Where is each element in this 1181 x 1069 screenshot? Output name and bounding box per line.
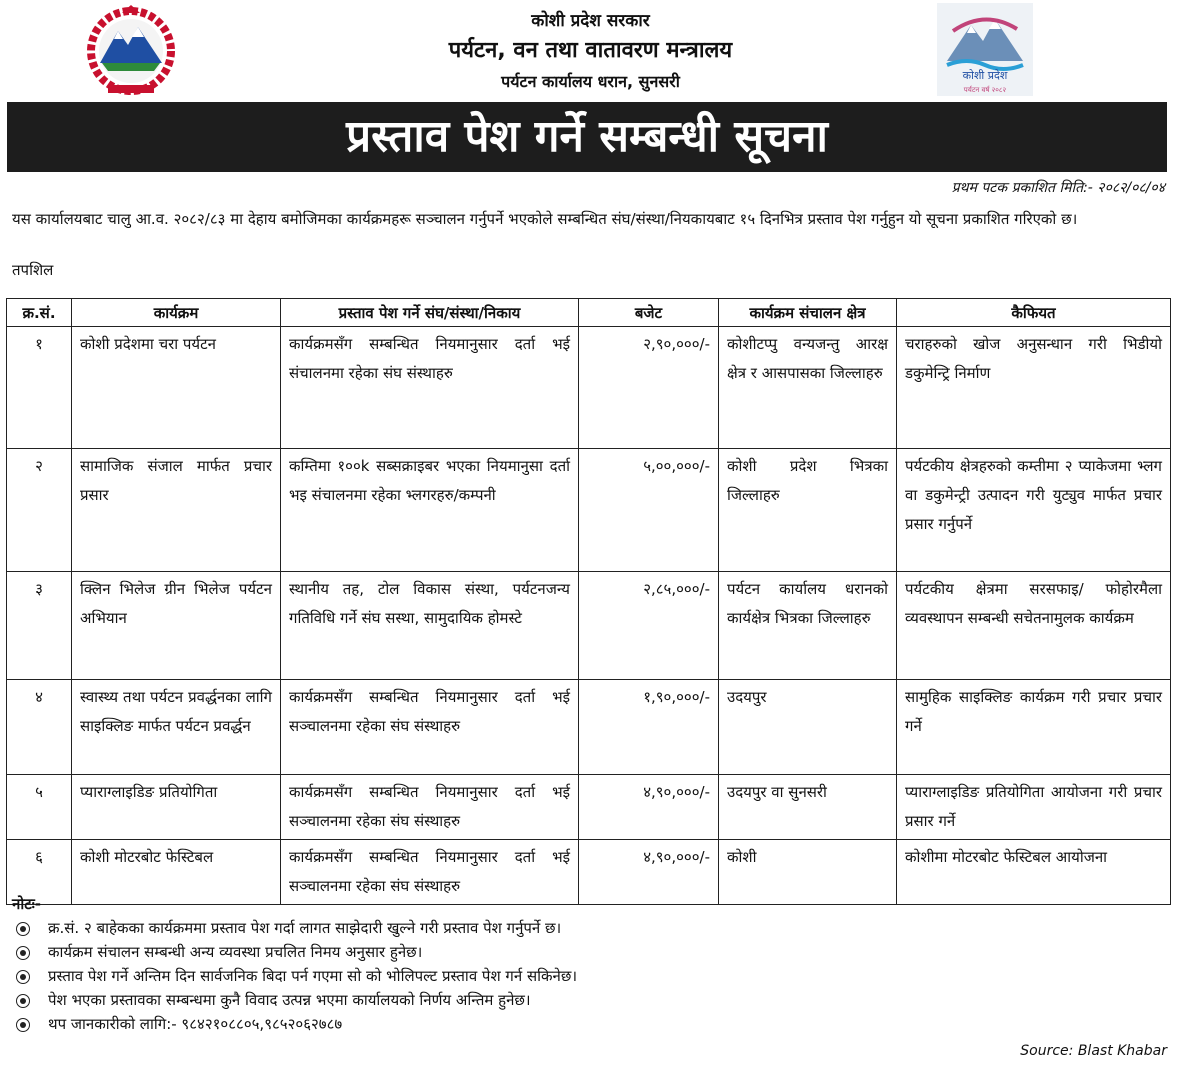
program-table [6, 298, 1171, 905]
cell-area: उदयपुर [719, 680, 897, 775]
table-row [7, 775, 1171, 840]
cell-budget: २,९०,०००/- [579, 327, 719, 449]
cell-proposer: कार्यक्रमसँग सम्बन्धित नियमानुसार दर्ता भई संचालनमा रहेका संघ संस्थाहरु [281, 327, 579, 449]
cell-program: प्याराग्लाइडिङ प्रतियोगिता [72, 775, 281, 840]
note-text: थप जानकारीको लागि:- ९८४२१०८८०५,९८५२०६२७८७ [48, 1015, 343, 1033]
cell-program: स्वास्थ्य तथा पर्यटन प्रवर्द्धनका लागि साइक्लिङ मार्फत पर्यटन प्रवर्द्धन [72, 680, 281, 775]
cell-area: पर्यटन कार्यालय धरानको कार्यक्षेत्र भित्रका जिल्लाहरु [719, 572, 897, 680]
government-name: कोशी प्रदेश सरकार [531, 11, 650, 31]
note-item [12, 964, 577, 988]
col-header-serial: क्र.सं. [7, 299, 72, 327]
cell-program: कोशी प्रदेशमा चरा पर्यटन [72, 327, 281, 449]
published-date: प्रथम पटक प्रकाशित मिति:- २०८२/०८/०४ [951, 180, 1165, 196]
source-credit: Source: Blast Khabar [1020, 1043, 1167, 1059]
table-row [7, 572, 1171, 680]
notes-title: नोटः- [12, 895, 42, 913]
table-row [7, 680, 1171, 775]
cell-area: कोशी [719, 840, 897, 905]
cell-remarks: सामुहिक साइक्लिङ कार्यक्रम गरी प्रचार प्रचार गर्ने [897, 680, 1171, 775]
bullet-icon [16, 946, 30, 960]
cell-remarks: पर्यटकीय क्षेत्रहरुको कम्तीमा २ प्याकेजमा भ्लग वा डकुमेन्ट्री उत्पादन गरी युट्युव मार्फत प्रचार प्रसार गर्नुपर्ने [897, 449, 1171, 572]
cell-serial: २ [7, 449, 72, 572]
cell-proposer: कम्तिमा १००k सब्सक्राइबर भएका नियमानुसा दर्ता भइ संचालनमा रहेका भ्लगरहरु/कम्पनी [281, 449, 579, 572]
intro-paragraph: यस कार्यालयबाट चालु आ.व. २०८२/८३ मा देहाय बमोजिमका कार्यक्रमहरू सञ्चालन गर्नुपर्ने भएकोले सम्बन्धित संघ/संस्था/नियकायबाट १५ दिनभित्र प्रस्ताव पेश गर्नुहुन यो सूचना प्रकाशित गरिएको छ। [12, 210, 1078, 228]
cell-remarks: प्याराग्लाइडिङ प्रतियोगिता आयोजना गरी प्रचार प्रसार गर्ने [897, 775, 1171, 840]
cell-budget: ४,९०,०००/- [579, 775, 719, 840]
cell-budget: ४,९०,०००/- [579, 840, 719, 905]
logo-title: कोशी प्रदेश [962, 69, 1008, 82]
table-row [7, 327, 1171, 449]
notice-title-banner: प्रस्ताव पेश गर्ने सम्बन्धी सूचना [7, 102, 1167, 172]
cell-proposer: कार्यक्रमसँग सम्बन्धित नियमानुसार दर्ता भई सञ्चालनमा रहेका संघ संस्थाहरु [281, 775, 579, 840]
details-label: तपशिल [12, 261, 54, 279]
note-item [12, 988, 577, 1012]
cell-program: सामाजिक संजाल मार्फत प्रचार प्रसार [72, 449, 281, 572]
cell-remarks: चराहरुको खोज अनुसन्धान गरी भिडीयो डकुमेन्ट्रि निर्माण [897, 327, 1171, 449]
note-item [12, 916, 577, 940]
cell-program: कोशी मोटरबोट फेस्टिबल [72, 840, 281, 905]
bullet-icon [16, 922, 30, 936]
bullet-icon [16, 970, 30, 984]
note-text: पेश भएका प्रस्तावका सम्बन्धमा कुनै विवाद उत्पन्न भएमा कार्यालयको निर्णय अन्तिम हुनेछ। [48, 991, 531, 1009]
cell-proposer: स्थानीय तह, टोल विकास संस्था, पर्यटनजन्य गतिविधि गर्ने संघ सस्था, सामुदायिक होमस्टे [281, 572, 579, 680]
table-row [7, 840, 1171, 905]
cell-remarks: पर्यटकीय क्षेत्रमा सरसफाइ/ फोहोरमैला व्यवस्थापन सम्बन्धी सचेतनामुलक कार्यक्रम [897, 572, 1171, 680]
table-header-row [7, 299, 1171, 327]
cell-serial: ३ [7, 572, 72, 680]
bullet-icon [16, 1018, 30, 1032]
note-item [12, 1012, 577, 1036]
cell-serial: ४ [7, 680, 72, 775]
bullet-icon [16, 994, 30, 1008]
cell-remarks: कोशीमा मोटरबोट फेस्टिबल आयोजना [897, 840, 1171, 905]
notes-list [12, 916, 577, 1036]
note-item [12, 940, 577, 964]
cell-area: उदयपुर वा सुनसरी [719, 775, 897, 840]
table-row [7, 449, 1171, 572]
cell-budget: २,८५,०००/- [579, 572, 719, 680]
col-header-remarks: कैफियत [897, 299, 1171, 327]
cell-budget: १,९०,०००/- [579, 680, 719, 775]
col-header-budget: बजेट [579, 299, 719, 327]
cell-proposer: कार्यक्रमसँग सम्बन्धित नियमानुसार दर्ता भई सञ्चालनमा रहेका संघ संस्थाहरु [281, 840, 579, 905]
col-header-proposer: प्रस्ताव पेश गर्ने संघ/संस्था/निकाय [281, 299, 579, 327]
cell-serial: १ [7, 327, 72, 449]
cell-budget: ५,००,०००/- [579, 449, 719, 572]
cell-program: क्लिन भिलेज ग्रीन भिलेज पर्यटन अभियान [72, 572, 281, 680]
note-text: प्रस्ताव पेश गर्ने अन्तिम दिन सार्वजनिक बिदा पर्न गएमा सो को भोलिपल्ट प्रस्ताव पेश गर्न सकिनेछ। [48, 967, 578, 985]
cell-area: कोशी प्रदेश भित्रका जिल्लाहरु [719, 449, 897, 572]
col-header-program: कार्यक्रम [72, 299, 281, 327]
col-header-area: कार्यक्रम संचालन क्षेत्र [719, 299, 897, 327]
note-text: कार्यक्रम संचालन सम्बन्धी अन्य व्यवस्था प्रचलित निमय अनुसार हुनेछ। [48, 943, 423, 961]
note-text: क्र.सं. २ बाहेकका कार्यक्रममा प्रस्ताव पेश गर्दा लागत साझेदारी खुल्ने गरी प्रस्ताव पेश गर्नुपर्ने छ। [48, 919, 562, 937]
cell-serial: ५ [7, 775, 72, 840]
cell-area: कोशीटप्पु वन्यजन्तु आरक्ष क्षेत्र र आसपासका जिल्लाहरु [719, 327, 897, 449]
koshi-tourism-logo-icon [937, 3, 1033, 96]
logo-subtitle: पर्यटन वर्ष २०८२ [963, 86, 1007, 94]
office-name: पर्यटन कार्यालय धरान, सुनसरी [501, 72, 680, 91]
cell-proposer: कार्यक्रमसँग सम्बन्धित नियमानुसार दर्ता भई सञ्चालनमा रहेका संघ संस्थाहरु [281, 680, 579, 775]
cell-serial: ६ [7, 840, 72, 905]
ministry-name: पर्यटन, वन तथा वातावरण मन्त्रालय [448, 38, 733, 63]
